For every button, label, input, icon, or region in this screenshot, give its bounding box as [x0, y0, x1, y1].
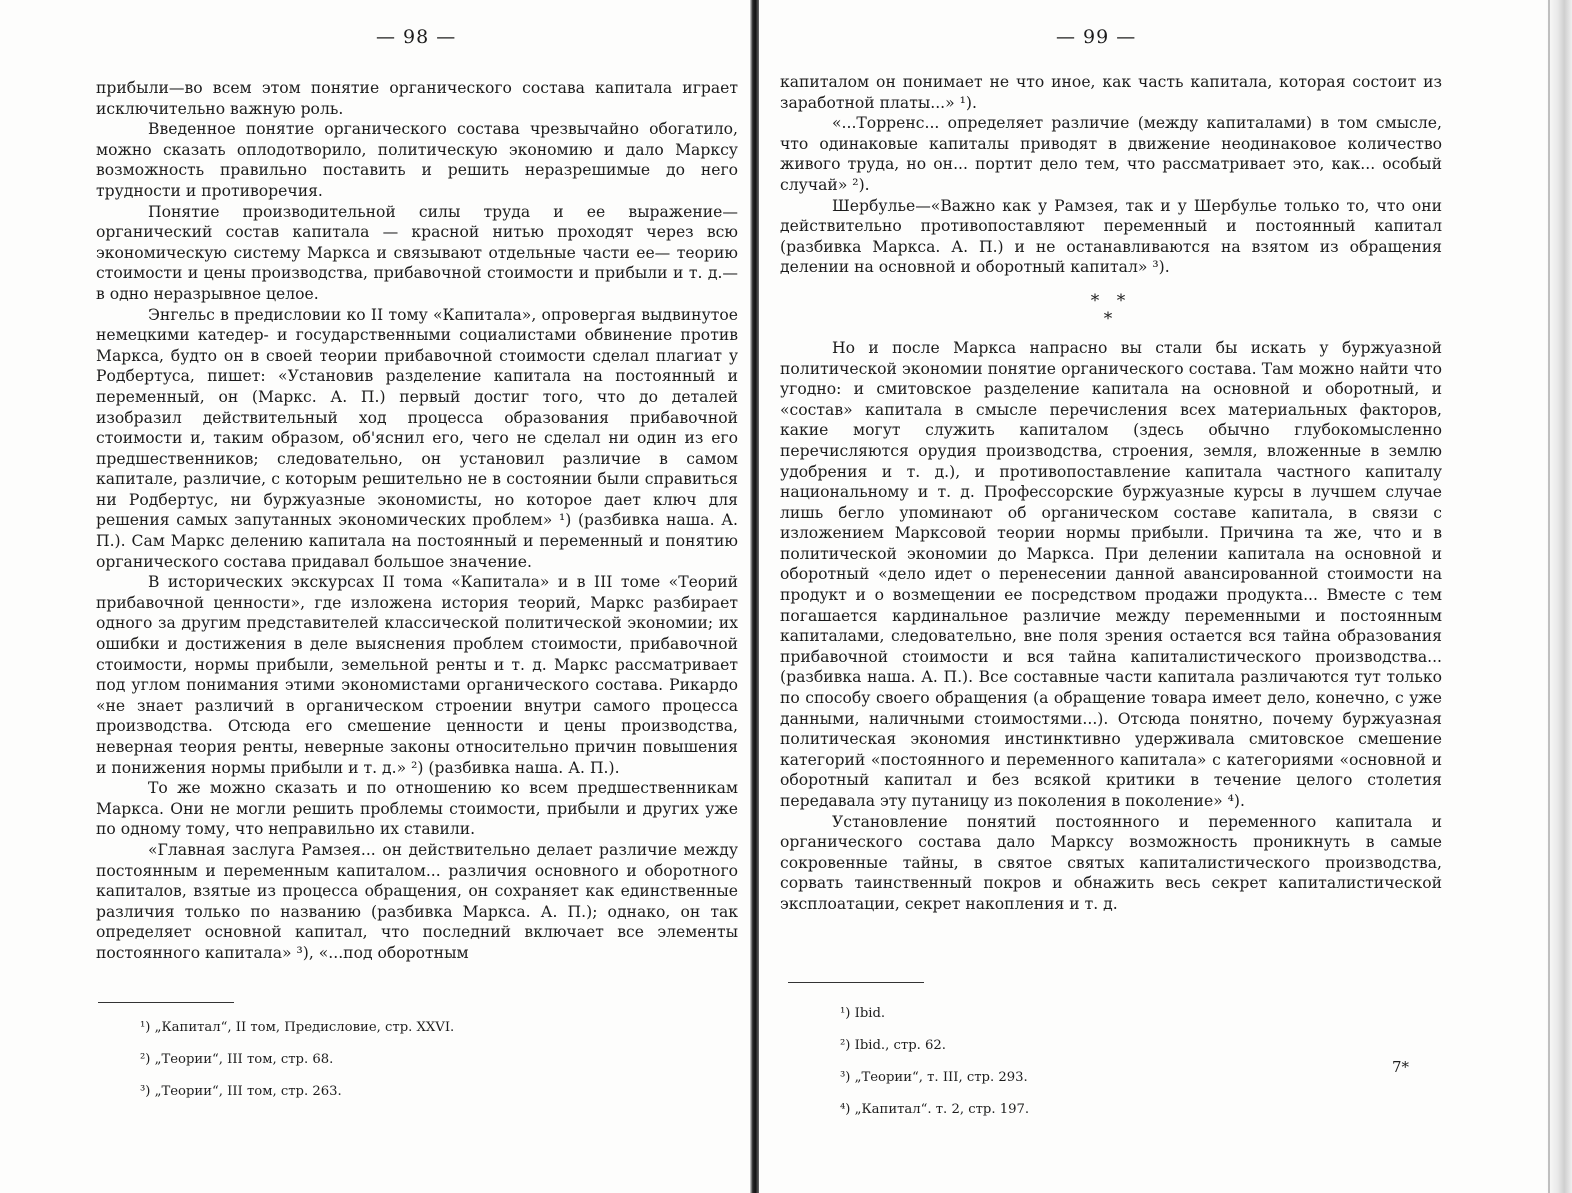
footnote-divider — [98, 1002, 234, 1003]
left-page — [0, 0, 760, 1193]
paragraph: То же можно сказать и по отношению ко всем предшественникам Маркса. Они не могли решить проблемы стоимости, прибыли и других уже по одному тому, что неправильно их ставили. — [96, 779, 738, 839]
footnote-divider — [788, 982, 924, 983]
page-body — [780, 72, 1442, 915]
paragraph: Энгельс в предисловии ко II тому «Капитала», опровергая выдвинутое немецкими катедер- и государственными социалистами обвинение против Маркса, будто он в своей теории прибавочной стоимости сделал плагиат у Родбертуса, пишет: «Установив разделение капитала на постоянный и переменный, он (Маркс. А. П.) первый достиг того, что до деталей изобразил действительный ход процесса образования прибавочной стоимости и, таким образом, об'яснил его, чего не сделал ни один из его предшественников; следовательно, он установил различие в самом капитале, различие, с которым решительно не в состоянии были справиться ни Родбертус, ни буржуазные экономисты, но которое дает ключ для решения самых запутанных экономических проблем» ¹) (разбивка наша. А. П.). Сам Маркс делению капитала на постоянный и переменный и понятию органического состава придавал большое значение. — [96, 305, 738, 571]
paragraph: «Главная заслуга Рамзея... он действительно делает различие между постоянным и переменным капиталом... различия основного и оборотного капиталов, взятые из процесса обращения, он сохраняет как единственные различия только по названию (разбивка Маркса. А. П.); однако, он так определяет основной капитал, что последний включает все элементы постоянного капитала» ³), «...под оборотным — [96, 840, 738, 962]
page-edge-line — [1548, 0, 1550, 1193]
paragraph: В исторических экскурсах II тома «Капитала» и в III томе «Теорий прибавочной ценности», где изложена история теорий, Маркс разбирает одного за другим представителей классической политической экономии; их ошибки и достижения в деле выяснения проблем стоимости, прибавочной стоимости, нормы прибыли, земельной ренты и т. д. Маркс рассматривает под углом понимания этими экономистами органического состава. Рикардо «не знает различий в органическом строении внутри самого процесса производства. Отсюда его смешение ценности и цены производства, неверная теория ренты, неверные законы относительно причин повышения и понижения нормы прибыли и т. д.» ²) (разбивка наша. А. П.). — [96, 573, 738, 777]
paragraph: Но и после Маркса напрасно вы стали бы искать у буржуазной политической экономии понятие органического состава. Там можно найти что угодно: и смитовское разделение капитала на основной и оборотный, и «состав» капитала в смысле перечисления всех материальных факторов, какие могут служить капиталом (здесь обычно глубокомысленно перечисляются орудия производства, строения, земля, вложенные в землю удобрения и т. д.), и противопоставление капитала частного капиталу национальному и т. д. Профессорские буржуазные курсы в лучшем случае лишь бегло упоминают об органическом составе капитала, в связи с изложением Марксовой теории нормы прибыли. Причина та же, что и в политической экономии до Маркса. При делении капитала на основной и оборотный «дело идет о перенесении данной авансированной стоимости на продукт и о возмещении ее посредством продажи продукта... Вместе с тем погашается кардинальное различие между переменными и постоянным капиталами, следовательно, вне поля зрения остается вся тайна образования прибавочной стоимости и вся тайна капиталистического производства... (разбивка наша. А. П.). Все составные части капитала различаются тут только по способу своего обращения (а обращение товара имеет дело, конечно, с уже данными, наличными стоимостями...). Отсюда понятно, почему буржуазная политическая экономия инстинктивно удерживала смитовское смешение категорий «постоянного и переменного капитала» с категориями «основной и оборотный капитал и без всякой критики в течение целого столетия передавала эту путаницу из поколения в поколение» ⁴). — [780, 338, 1442, 810]
page-number: — 98 — — [376, 26, 457, 48]
footnotes — [140, 1004, 700, 1116]
paragraph: Шербулье—«Важно как у Рамзея, так и у Шербулье только то, что они действительно противопоставляют переменный и постоянный капитал (разбивка Маркса. А. П.) и не останавливаются на взятом из обращения делении на основной и оборотный капитал» ³). — [780, 196, 1442, 277]
paragraph: капиталом он понимает не что иное, как часть капитала, которая состоит из заработной платы...» ¹). — [780, 73, 1442, 112]
footnote: ²) „Теории“, III том, стр. 68. — [140, 1052, 334, 1067]
footnote: ²) Ibid., стр. 62. — [840, 1038, 946, 1053]
book-gutter — [750, 0, 759, 1193]
paragraph: прибыли—во всем этом понятие органического состава капитала играет исключительно важную роль. — [96, 79, 738, 118]
footnote: ¹) „Капитал“, II том, Предисловие, стр. XXVI. — [140, 1020, 455, 1035]
footnote: ³) „Теории“, т. III, стр. 293. — [840, 1070, 1028, 1085]
footnote: ¹) Ibid. — [840, 1006, 886, 1021]
footnotes — [840, 990, 1400, 1134]
signature-mark: 7* — [1392, 1058, 1410, 1076]
section-break-asterism: * * * — [1090, 290, 1132, 329]
footnote: ⁴) „Капитал“. т. 2, стр. 197. — [840, 1102, 1030, 1117]
paragraph: Понятие производительной силы труда и ее выражение—органический состав капитала — красной нитью проходят через всю экономическую систему Маркса и связывают отдельные части ее— теорию стоимости и цены производства, прибавочной стоимости и прибыли и т. д.—в одно неразрывное целое. — [96, 202, 738, 303]
footnote: ³) „Теории“, III том, стр. 263. — [140, 1084, 342, 1099]
paragraph: Установление понятий постоянного и переменного капитала и органического состава дало Марксу возможность проникнуть в самые сокровенные тайны, в святое святых капиталистического производства, сорвать таинственный покров и обнажить весь секрет капиталистической эксплоатации, секрет накопления и т. д. — [780, 812, 1442, 913]
right-page — [764, 0, 1572, 1193]
page-body — [96, 78, 738, 964]
paragraph: «...Торренс... определяет различие (между капиталами) в том смысле, что одинаковые капиталы приводят в движение неодинаковое количество живого труда, но он... портит дело тем, что рассматривает это, как... особый случай» ²). — [780, 114, 1442, 194]
page-number: — 99 — — [1056, 26, 1137, 48]
paragraph: Введенное понятие органического состава чрезвычайно обогатило, можно сказать оплодотворило, политическую экономию и дало Марксу возможность правильно поставить и решить неразрешимые до него трудности и противоречия. — [96, 120, 738, 200]
